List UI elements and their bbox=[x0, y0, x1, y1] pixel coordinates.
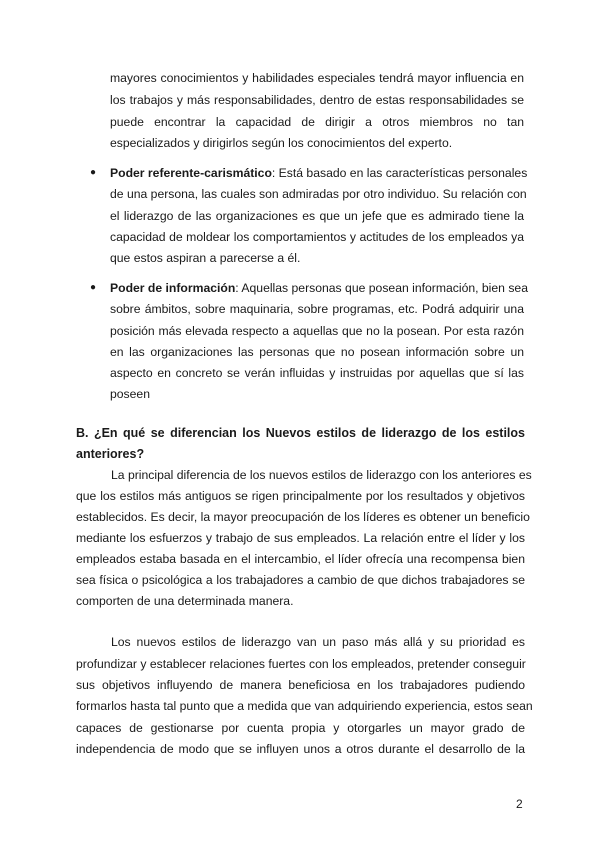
paragraph-line: sea física o psicológica a los trabajadores a cambio de que dichos trabajadores se bbox=[76, 573, 525, 587]
paragraph-line: comporten de una determinada manera. bbox=[76, 594, 294, 608]
paragraph-line: especializados y dirigirlos según los conocimientos del experto. bbox=[110, 136, 453, 150]
bullet-line: de una persona, las cuales son admiradas por otro individuo. Su relación con bbox=[110, 187, 527, 201]
bullet-term: Poder referente-carismático bbox=[110, 166, 272, 180]
bullet-icon: ● bbox=[90, 282, 97, 293]
paragraph-line: puede encontrar la capacidad de dirigir a otros miembros no tan bbox=[110, 115, 524, 129]
paragraph-line: profundizar y establecer relaciones fuertes con los empleados, pretender conseguir bbox=[76, 657, 526, 671]
paragraph-line: empleados estaba basada en el intercambio, el líder ofrecía una recompensa bien bbox=[76, 552, 525, 566]
bullet-line: aspecto en concreto se verán influidas y instruidas por aquellas que sí las bbox=[110, 366, 524, 380]
bullet-text: : Aquellas personas que posean información, bien sea bbox=[235, 281, 528, 295]
paragraph-line: formarlos hasta tal punto que a medida que van adquiriendo experiencia, estos sean bbox=[76, 699, 533, 713]
bullet-icon: ● bbox=[90, 167, 97, 178]
bullet-line: capacidad de moldear los comportamientos y actitudes de los empleados ya bbox=[110, 230, 524, 244]
paragraph-line: capaces de gestionarse por cuenta propia y otorgarles un mayor grado de bbox=[76, 721, 525, 735]
paragraph-line: mayores conocimientos y habilidades especiales tendrá mayor influencia en bbox=[110, 71, 524, 85]
bullet-line: poseen bbox=[110, 387, 150, 401]
section-heading: anteriores? bbox=[76, 447, 145, 461]
paragraph-line: que los estilos más antiguos se rigen principalmente por los resultados y objetivos bbox=[76, 489, 525, 503]
paragraph-line: mediante los esfuerzos y trabajo de sus empleados. La relación entre el líder y los bbox=[76, 531, 525, 545]
bullet-first-line bbox=[110, 165, 528, 181]
bullet-line: que estos aspiran a parecerse a él. bbox=[110, 251, 301, 265]
paragraph-line: independencia de modo que se influyen unos a otros durante el desarrollo de la bbox=[76, 742, 525, 756]
paragraph-line: Los nuevos estilos de liderazgo van un paso más allá y su prioridad es bbox=[111, 635, 525, 649]
bullet-first-line bbox=[110, 280, 528, 296]
bullet-text: : Está basado en las características personales bbox=[271, 166, 528, 180]
paragraph-line: establecidos. Es decir, la mayor preocupación de los líderes es obtener un beneficio bbox=[76, 510, 530, 524]
section-heading: B. ¿En qué se diferencian los Nuevos estilos de liderazgo de los estilos bbox=[76, 426, 525, 440]
bullet-term: Poder de información bbox=[110, 281, 236, 295]
paragraph-line: los trabajos y más responsabilidades, dentro de estas responsabilidades se bbox=[110, 93, 524, 107]
bullet-line: en las organizaciones las personas que no posean información sobre un bbox=[110, 345, 524, 359]
paragraph-line: La principal diferencia de los nuevos estilos de liderazgo con los anteriores es bbox=[111, 468, 532, 482]
bullet-line: el liderazgo de las organizaciones es que un jefe que es admirado tiene la bbox=[110, 209, 524, 223]
bullet-line: posición más elevada respecto a aquellas que no la posean. Por esta razón bbox=[110, 324, 524, 338]
paragraph-line: sus objetivos influyendo de manera beneficiosa en los trabajadores pudiendo bbox=[76, 678, 525, 692]
page-number: 2 bbox=[516, 797, 523, 811]
bullet-line: sobre ámbitos, sobre maquinaria, sobre programas, etc. Podrá adquirir una bbox=[110, 302, 524, 316]
